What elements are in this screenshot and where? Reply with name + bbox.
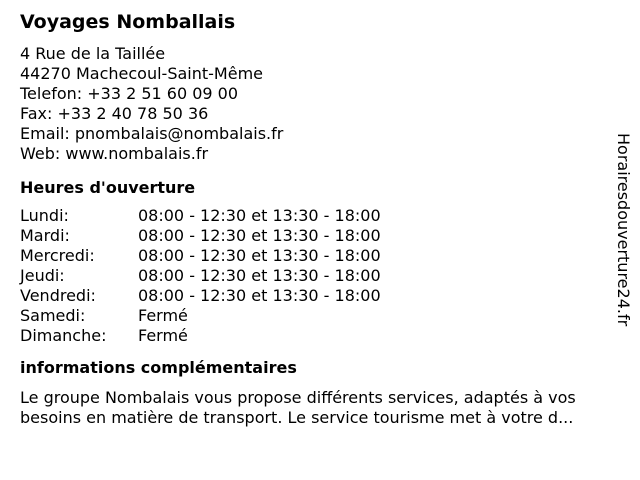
hours-row-tuesday	[20, 226, 620, 246]
contact-block	[20, 44, 620, 164]
fax-number: Fax: +33 2 40 78 50 36	[20, 104, 209, 123]
hours-time: 08:00 - 12:30 et 13:30 - 18:00	[138, 286, 381, 305]
hours-row-monday	[20, 206, 620, 226]
hours-row-saturday	[20, 306, 620, 326]
hours-row-wednesday	[20, 246, 620, 266]
hours-day: Jeudi:	[20, 266, 65, 285]
hours-day: Samedi:	[20, 306, 86, 325]
address-street: 4 Rue de la Taillée	[20, 44, 166, 63]
hours-time: 08:00 - 12:30 et 13:30 - 18:00	[138, 206, 381, 225]
business-card	[20, 10, 620, 428]
hours-row-friday	[20, 286, 620, 306]
additional-info-line: besoins en matière de transport. Le service tourisme met à votre d...	[20, 408, 574, 427]
business-name: Voyages Nomballais	[20, 11, 236, 33]
hours-time: 08:00 - 12:30 et 13:30 - 18:00	[138, 266, 381, 285]
hours-day: Mardi:	[20, 226, 70, 245]
additional-info-text	[20, 388, 624, 428]
website: Web: www.nombalais.fr	[20, 144, 209, 163]
hours-row-sunday	[20, 326, 620, 346]
hours-time: Fermé	[138, 326, 188, 345]
additional-info-heading: informations complémentaires	[20, 358, 297, 377]
hours-day: Mercredi:	[20, 246, 95, 265]
address-city: 44270 Machecoul-Saint-Même	[20, 64, 263, 83]
hours-time: 08:00 - 12:30 et 13:30 - 18:00	[138, 226, 381, 245]
hours-day: Vendredi:	[20, 286, 96, 305]
hours-time: Fermé	[138, 306, 188, 325]
hours-day: Dimanche:	[20, 326, 107, 345]
opening-hours-table	[20, 206, 620, 346]
additional-info-line: Le groupe Nombalais vous propose différents services, adaptés à vos	[20, 388, 576, 407]
hours-row-thursday	[20, 266, 620, 286]
phone-number: Telefon: +33 2 51 60 09 00	[20, 84, 239, 103]
hours-day: Lundi:	[20, 206, 69, 225]
email-address: Email: pnombalais@nombalais.fr	[20, 124, 284, 143]
hours-time: 08:00 - 12:30 et 13:30 - 18:00	[138, 246, 381, 265]
opening-hours-heading: Heures d'ouverture	[20, 178, 196, 197]
site-watermark: Horairesdouverture24.fr	[614, 133, 633, 327]
